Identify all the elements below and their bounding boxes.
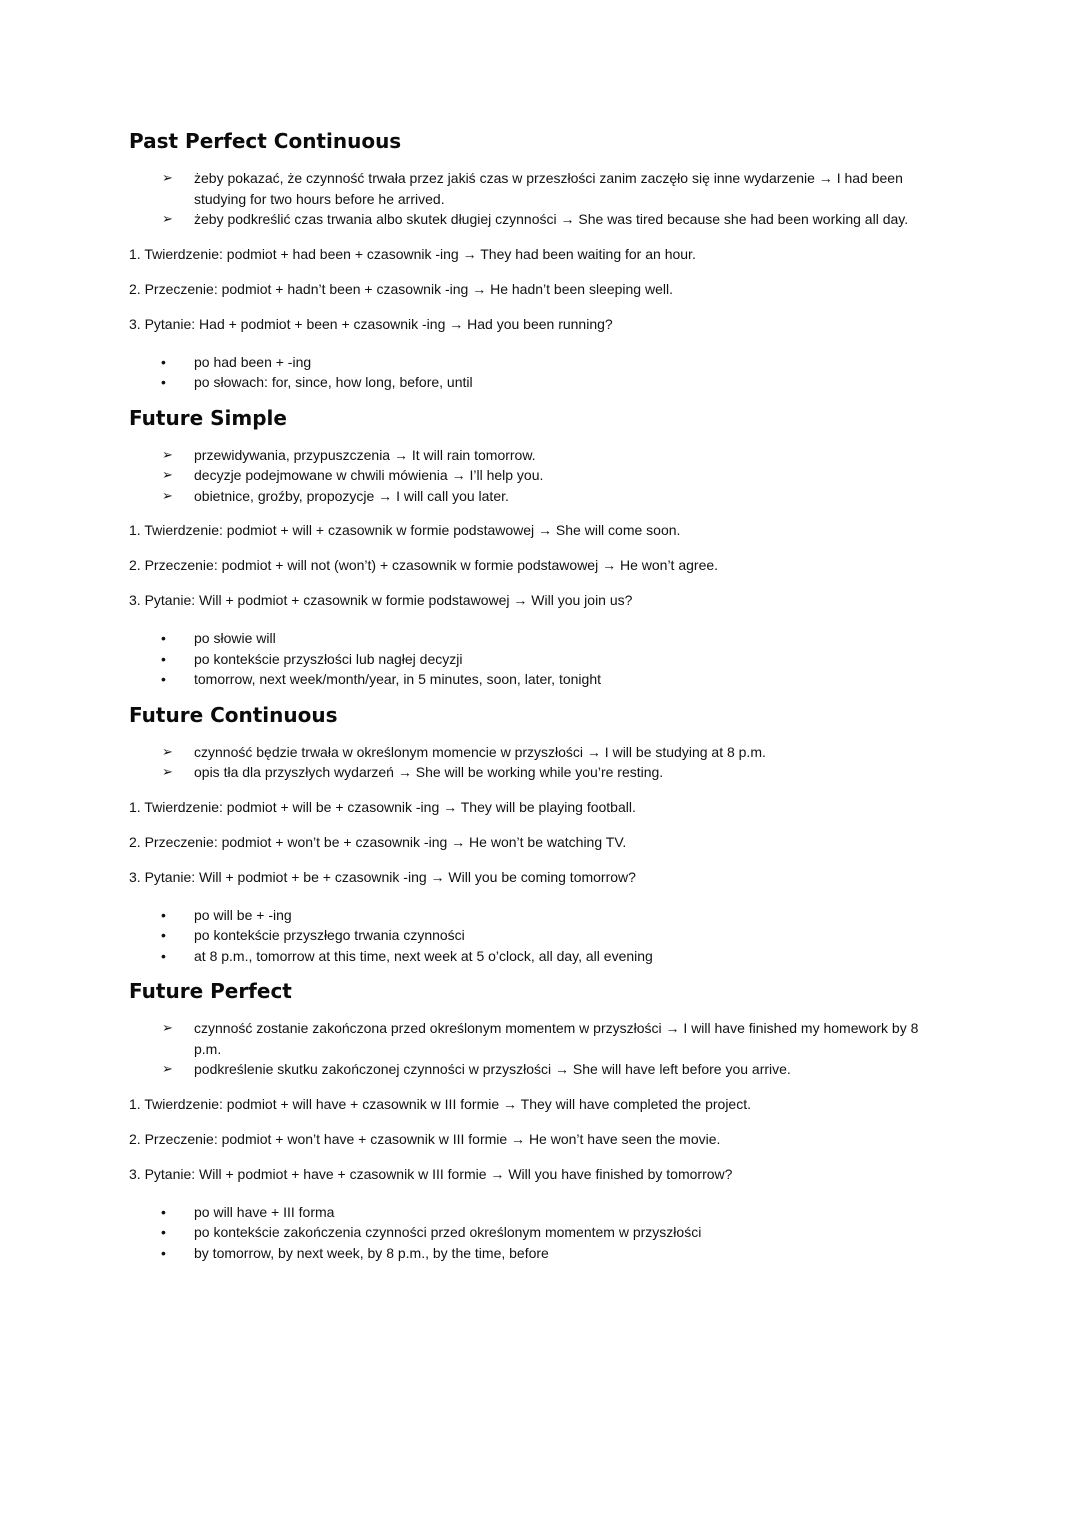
bullet-icon: • <box>161 906 166 923</box>
bullet-icon: • <box>161 650 166 667</box>
arrow-bullet-icon: ➢ <box>162 467 173 482</box>
arrow-bullet-icon: ➢ <box>162 446 173 462</box>
usage-item: ➢ czynność zostanie zakończona przed określonym momentem w przyszłości → I will have finished my homework by 8 p.m. <box>162 1020 919 1057</box>
bullet-icon: • <box>161 1203 166 1220</box>
usage-list <box>129 168 949 230</box>
section-heading: Future Perfect <box>129 979 292 1003</box>
rule-question: 3. Pytanie: Will + podmiot + be + czasownik -ing → Will you be coming tomorrow? <box>129 868 636 885</box>
arrow-bullet-icon: ➢ <box>162 211 173 226</box>
bullet-icon: • <box>161 947 166 964</box>
signal-item: • by tomorrow, by next week, by 8 p.m., by the time, before <box>129 1243 949 1264</box>
usage-list <box>129 742 949 783</box>
section-heading: Future Simple <box>129 405 287 430</box>
document-page <box>129 126 949 1263</box>
bullet-icon: • <box>161 353 166 370</box>
arrow-bullet-icon: ➢ <box>162 743 173 759</box>
rule-affirmative: 1. Twierdzenie: podmiot + had been + czasownik -ing → They had been waiting for an hour. <box>129 245 696 262</box>
signal-item: • po had been + -ing <box>129 352 949 373</box>
usage-item: ➢ czynność będzie trwała w określonym momencie w przyszłości → I will be studying at 8 p.m. <box>129 742 949 763</box>
rule-question: 3. Pytanie: Will + podmiot + czasownik w formie podstawowej → Will you join us? <box>129 592 633 608</box>
rule-negative: 2. Przeczenie: podmiot + will not (won’t) + czasownik w formie podstawowej → He won’t agree. <box>129 557 719 573</box>
signal-item: • po will be + -ing <box>129 905 949 926</box>
arrow-bullet-icon: ➢ <box>162 1020 173 1035</box>
section-past-perfect-continuous <box>129 126 949 393</box>
rule-affirmative: 1. Twierdzenie: podmiot + will + czasownik w formie podstawowej → She will come soon. <box>129 522 681 538</box>
bullet-icon: • <box>161 1224 166 1240</box>
usage-item: ➢ decyzje podejmowane w chwili mówienia → I’ll help you. <box>129 465 949 486</box>
section-heading: Past Perfect Continuous <box>129 129 402 153</box>
signal-item: • po will have + III forma <box>129 1202 949 1223</box>
rule-affirmative: 1. Twierdzenie: podmiot + will be + czasownik -ing → They will be playing football. <box>129 798 636 815</box>
arrow-bullet-icon: ➢ <box>162 170 173 185</box>
signal-item: • at 8 p.m., tomorrow at this time, next week at 5 o’clock, all day, all evening <box>129 946 949 967</box>
rule-negative: 2. Przeczenie: podmiot + won’t be + czasownik -ing → He won’t be watching TV. <box>129 833 627 850</box>
bullet-icon: • <box>161 374 166 390</box>
signal-list <box>129 628 949 690</box>
usage-list <box>129 1018 949 1080</box>
section-future-simple <box>129 403 949 690</box>
signal-item: • po kontekście zakończenia czynności przed określonym momentem w przyszłości <box>129 1222 949 1243</box>
rule-negative: 2. Przeczenie: podmiot + hadn’t been + czasownik -ing → He hadn’t been sleeping well. <box>129 280 673 297</box>
bullet-icon: • <box>161 927 166 943</box>
signal-list <box>129 905 949 967</box>
usage-item: ➢ przewidywania, przypuszczenia → It will rain tomorrow. <box>129 445 949 466</box>
section-future-perfect <box>129 976 949 1263</box>
rule-question: 3. Pytanie: Will + podmiot + have + czasownik w III formie → Will you have finished by tomorrow? <box>129 1165 733 1182</box>
signal-list <box>129 1202 949 1264</box>
signal-item: • po słowie will <box>129 628 949 649</box>
signal-item: • po kontekście przyszłego trwania czynności <box>129 925 949 946</box>
usage-item: ➢ opis tła dla przyszłych wydarzeń → She will be working while you’re resting. <box>129 762 949 783</box>
section-future-continuous <box>129 700 949 967</box>
usage-list <box>129 445 949 507</box>
arrow-bullet-icon: ➢ <box>162 1061 173 1076</box>
rule-affirmative: 1. Twierdzenie: podmiot + will have + czasownik w III formie → They will have completed the project. <box>129 1095 751 1112</box>
section-heading: Future Continuous <box>129 702 338 727</box>
bullet-icon: • <box>161 671 166 687</box>
signal-item: • tomorrow, next week/month/year, in 5 minutes, soon, later, tonight <box>129 669 949 690</box>
signal-item: • po słowach: for, since, how long, before, until <box>129 372 949 393</box>
bullet-icon: • <box>161 1244 166 1261</box>
usage-item: ➢ żeby pokazać, że czynność trwała przez jakiś czas w przeszłości zanim zaczęło się inne wydarzenie → I had been studying for two hours before he arrived. <box>162 170 903 207</box>
usage-item: ➢ żeby podkreślić czas trwania albo skutek długiej czynności → She was tired because she had been working all day. <box>129 209 949 230</box>
usage-item: ➢ obietnice, groźby, propozycje → I will call you later. <box>129 486 949 507</box>
arrow-bullet-icon: ➢ <box>162 764 173 779</box>
signal-list <box>129 352 949 393</box>
signal-item: • po kontekście przyszłości lub nagłej decyzji <box>129 649 949 670</box>
rule-negative: 2. Przeczenie: podmiot + won’t have + czasownik w III formie → He won’t have seen the movie. <box>129 1130 721 1147</box>
arrow-bullet-icon: ➢ <box>162 487 173 503</box>
bullet-icon: • <box>161 630 166 646</box>
usage-item: ➢ podkreślenie skutku zakończonej czynności w przyszłości → She will have left before you arrive. <box>129 1059 949 1080</box>
rule-question: 3. Pytanie: Had + podmiot + been + czasownik -ing → Had you been running? <box>129 315 613 332</box>
